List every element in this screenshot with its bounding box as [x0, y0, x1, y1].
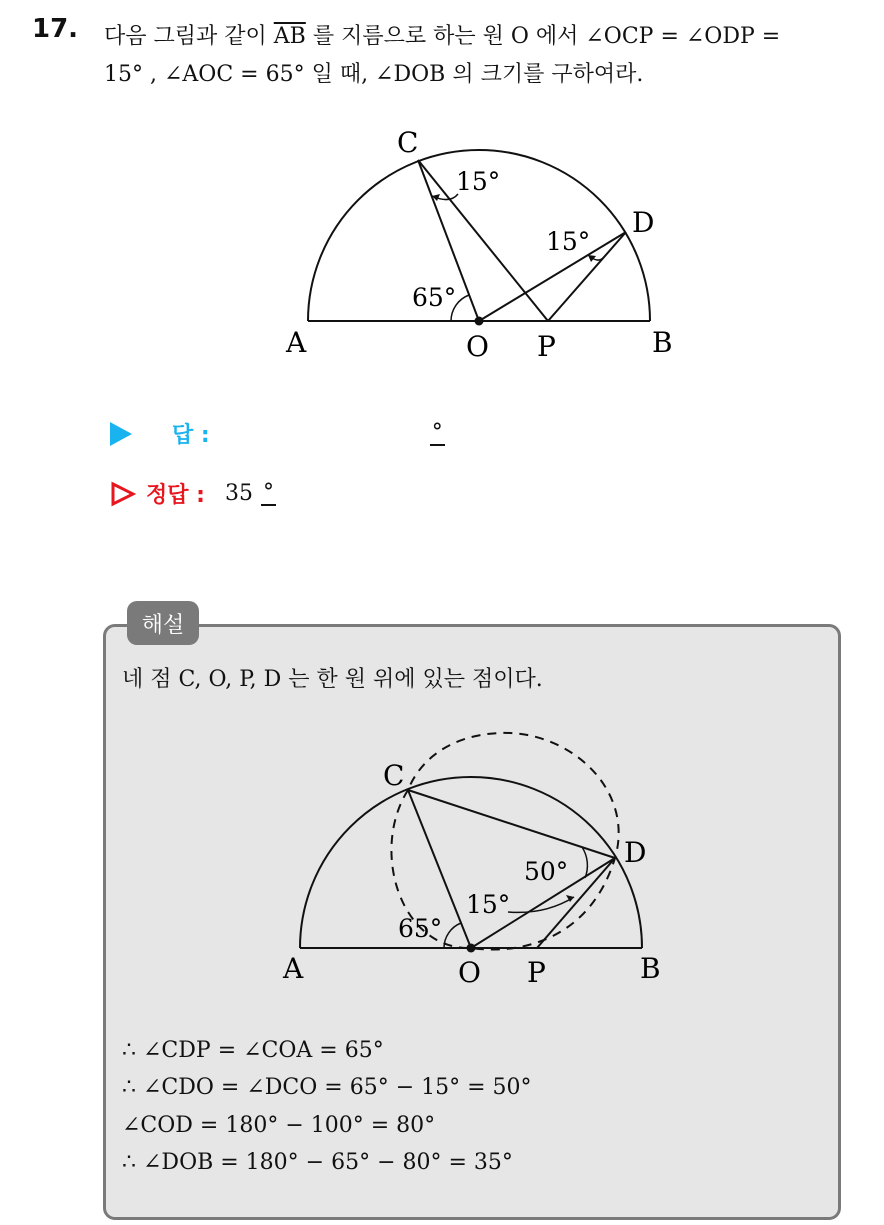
label-c: C	[397, 126, 419, 159]
label-a: A	[286, 326, 307, 359]
angle-label-d: 15°	[546, 227, 591, 256]
solution-label-d: D	[624, 836, 647, 869]
solution-label-p: P	[527, 956, 546, 989]
arrow-d	[588, 255, 596, 262]
solution-label-b: B	[640, 952, 661, 985]
question-suffix: 를 지름으로 하는 원 O 에서 ∠OCP = ∠ODP =	[312, 24, 781, 49]
angle-label-aoc: 65°	[412, 283, 457, 312]
answer-row	[110, 418, 445, 449]
question-line-2: 15° , ∠AOC = 65° 일 때, ∠DOB 의 크기를 구하여라.	[104, 62, 644, 87]
label-b: B	[652, 326, 673, 359]
answer-triangle-icon	[110, 422, 132, 446]
question-number: 17.	[32, 14, 79, 44]
correct-value: 35	[224, 481, 253, 506]
question-prefix: 다음 그림과 같이	[104, 24, 267, 49]
correct-unit: °	[262, 479, 274, 505]
solution-step-4: ∴ ∠DOB = 180° − 65° − 80° = 35°	[122, 1150, 513, 1175]
answer-label: 답 :	[172, 423, 210, 448]
solution-step-1: ∴ ∠CDP = ∠COA = 65°	[122, 1038, 384, 1063]
label-d: D	[632, 206, 655, 239]
center-point-o	[475, 317, 484, 326]
solution-angle-aoc: 65°	[398, 914, 443, 943]
solution-intro: 네 점 C, O, P, D 는 한 원 위에 있는 점이다.	[122, 667, 543, 692]
angle-label-c: 15°	[456, 167, 501, 196]
answer-unit: °	[431, 419, 443, 445]
solution-label-c: C	[383, 759, 405, 792]
correct-answer-row	[110, 478, 276, 509]
segment-ab: $\overline{AB}$	[273, 24, 306, 49]
solution-step-2: ∴ ∠CDO = ∠DCO = 65° − 15° = 50°	[122, 1075, 532, 1100]
solution-angle-odp: 15°	[466, 890, 511, 919]
solution-tab: 해설	[127, 601, 199, 645]
solution-label-a: A	[283, 952, 304, 985]
solution-angle-cdo: 50°	[524, 857, 569, 886]
label-o: O	[466, 330, 489, 363]
label-p: P	[537, 330, 556, 363]
correct-label: 정답 :	[146, 483, 205, 508]
problem-figure	[0, 0, 884, 380]
outline-triangle-icon	[110, 481, 136, 507]
answer-input[interactable]	[210, 421, 430, 447]
solution-label-o: O	[458, 956, 481, 989]
solution-step-3: ∠COD = 180° − 100° = 80°	[122, 1113, 436, 1138]
